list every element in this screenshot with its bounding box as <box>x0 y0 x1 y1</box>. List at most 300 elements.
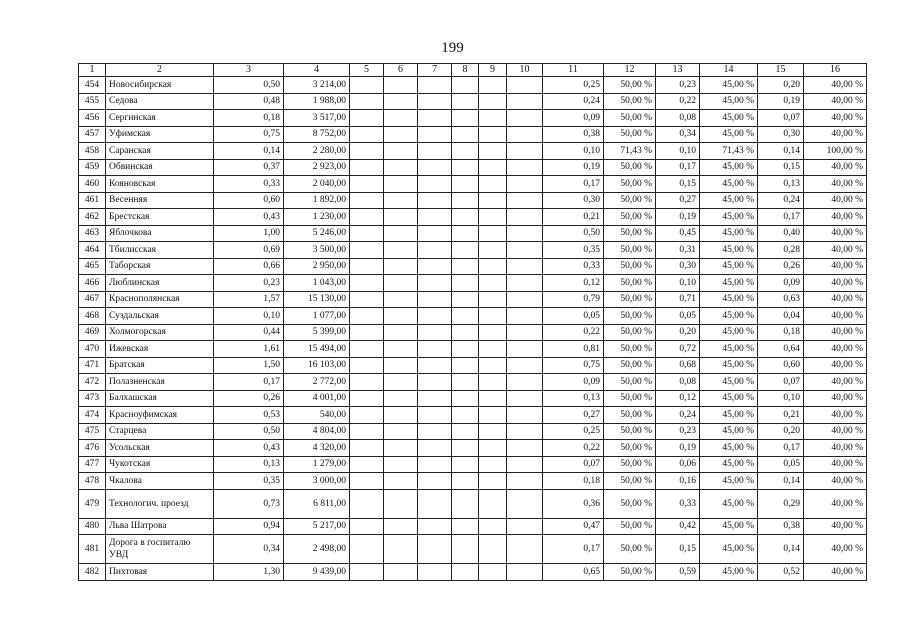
cell-c3: 0,13 <box>214 456 284 473</box>
table-row <box>79 341 867 358</box>
cell-n: 482 <box>79 564 106 581</box>
cell-c16: 40,00 % <box>804 473 867 490</box>
cell-name: Ижевская <box>106 341 214 358</box>
cell-c14: 45,00 % <box>700 159 758 176</box>
empty-cell <box>418 110 452 127</box>
cell-c4: 2 040,00 <box>284 176 350 193</box>
cell-n: 462 <box>79 209 106 226</box>
cell-c12: 50,00 % <box>604 341 656 358</box>
empty-cell <box>452 242 479 259</box>
cell-c14: 45,00 % <box>700 324 758 341</box>
empty-cell <box>507 209 543 226</box>
cell-n: 474 <box>79 407 106 424</box>
cell-n: 468 <box>79 308 106 325</box>
cell-n: 454 <box>79 77 106 94</box>
empty-cell <box>384 456 418 473</box>
cell-c4: 6 811,00 <box>284 489 350 518</box>
cell-name: Льва Шатрова <box>106 518 214 535</box>
empty-cell <box>418 275 452 292</box>
empty-cell <box>418 308 452 325</box>
header-cell: 1 <box>79 64 106 77</box>
table-row <box>79 357 867 374</box>
cell-n: 471 <box>79 357 106 374</box>
cell-c3: 1,61 <box>214 341 284 358</box>
empty-cell <box>452 357 479 374</box>
cell-c12: 50,00 % <box>604 77 656 94</box>
cell-c3: 1,30 <box>214 564 284 581</box>
cell-c4: 2 280,00 <box>284 143 350 160</box>
cell-c11: 0,36 <box>543 489 604 518</box>
empty-cell <box>418 456 452 473</box>
cell-c12: 50,00 % <box>604 374 656 391</box>
header-cell: 3 <box>214 64 284 77</box>
cell-c16: 40,00 % <box>804 176 867 193</box>
cell-c4: 5 217,00 <box>284 518 350 535</box>
cell-n: 461 <box>79 192 106 209</box>
cell-c12: 50,00 % <box>604 242 656 259</box>
cell-c12: 50,00 % <box>604 291 656 308</box>
empty-cell <box>507 159 543 176</box>
cell-c11: 0,75 <box>543 357 604 374</box>
empty-cell <box>452 159 479 176</box>
empty-cell <box>479 535 507 564</box>
cell-c13: 0,16 <box>656 473 700 490</box>
cell-c11: 0,47 <box>543 518 604 535</box>
empty-cell <box>384 407 418 424</box>
cell-c15: 0,30 <box>758 126 804 143</box>
cell-c3: 0,94 <box>214 518 284 535</box>
cell-c12: 50,00 % <box>604 159 656 176</box>
cell-c4: 15 494,00 <box>284 341 350 358</box>
empty-cell <box>507 535 543 564</box>
empty-cell <box>418 143 452 160</box>
empty-cell <box>350 308 384 325</box>
empty-cell <box>507 390 543 407</box>
cell-c11: 0,05 <box>543 308 604 325</box>
empty-cell <box>479 209 507 226</box>
empty-cell <box>507 308 543 325</box>
cell-n: 459 <box>79 159 106 176</box>
table-row <box>79 225 867 242</box>
cell-c13: 0,31 <box>656 242 700 259</box>
empty-cell <box>384 225 418 242</box>
empty-cell <box>507 518 543 535</box>
cell-c12: 50,00 % <box>604 225 656 242</box>
cell-c15: 0,28 <box>758 242 804 259</box>
cell-c12: 50,00 % <box>604 126 656 143</box>
empty-cell <box>418 291 452 308</box>
cell-c11: 0,65 <box>543 564 604 581</box>
cell-c12: 50,00 % <box>604 535 656 564</box>
empty-cell <box>418 564 452 581</box>
cell-n: 470 <box>79 341 106 358</box>
cell-c15: 0,17 <box>758 209 804 226</box>
empty-cell <box>479 77 507 94</box>
empty-cell <box>384 341 418 358</box>
cell-name: Усольская <box>106 440 214 457</box>
empty-cell <box>350 407 384 424</box>
cell-name: Саранская <box>106 143 214 160</box>
table-row <box>79 291 867 308</box>
cell-c3: 1,00 <box>214 225 284 242</box>
cell-n: 463 <box>79 225 106 242</box>
cell-c14: 45,00 % <box>700 473 758 490</box>
cell-name: Чкалова <box>106 473 214 490</box>
cell-c4: 2 498,00 <box>284 535 350 564</box>
empty-cell <box>384 126 418 143</box>
empty-cell <box>507 110 543 127</box>
cell-name: Краснополянская <box>106 291 214 308</box>
cell-c15: 0,24 <box>758 192 804 209</box>
empty-cell <box>479 440 507 457</box>
table-row <box>79 308 867 325</box>
empty-cell <box>452 143 479 160</box>
table-row <box>79 93 867 110</box>
empty-cell <box>479 564 507 581</box>
empty-cell <box>479 225 507 242</box>
cell-c14: 45,00 % <box>700 535 758 564</box>
empty-cell <box>350 225 384 242</box>
cell-c14: 45,00 % <box>700 110 758 127</box>
cell-c3: 0,50 <box>214 77 284 94</box>
cell-c11: 0,35 <box>543 242 604 259</box>
cell-c16: 40,00 % <box>804 308 867 325</box>
empty-cell <box>350 143 384 160</box>
cell-c12: 50,00 % <box>604 308 656 325</box>
empty-cell <box>350 159 384 176</box>
cell-c16: 40,00 % <box>804 357 867 374</box>
cell-c13: 0,59 <box>656 564 700 581</box>
empty-cell <box>507 126 543 143</box>
cell-c14: 45,00 % <box>700 341 758 358</box>
cell-name: Красноуфимская <box>106 407 214 424</box>
cell-c12: 50,00 % <box>604 110 656 127</box>
cell-n: 481 <box>79 535 106 564</box>
cell-name: Таборская <box>106 258 214 275</box>
empty-cell <box>479 423 507 440</box>
page-number: 199 <box>441 40 464 56</box>
empty-cell <box>452 324 479 341</box>
empty-cell <box>452 473 479 490</box>
cell-c3: 0,69 <box>214 242 284 259</box>
cell-c14: 45,00 % <box>700 308 758 325</box>
cell-name: Братская <box>106 357 214 374</box>
empty-cell <box>507 143 543 160</box>
empty-cell <box>507 423 543 440</box>
cell-c14: 45,00 % <box>700 518 758 535</box>
cell-name: Уфимская <box>106 126 214 143</box>
cell-c4: 16 103,00 <box>284 357 350 374</box>
cell-c4: 3 517,00 <box>284 110 350 127</box>
cell-c16: 40,00 % <box>804 456 867 473</box>
table-row <box>79 275 867 292</box>
table-row <box>79 77 867 94</box>
cell-c13: 0,20 <box>656 324 700 341</box>
cell-c4: 1 230,00 <box>284 209 350 226</box>
empty-cell <box>452 225 479 242</box>
cell-n: 480 <box>79 518 106 535</box>
empty-cell <box>452 291 479 308</box>
cell-n: 456 <box>79 110 106 127</box>
cell-c11: 0,09 <box>543 110 604 127</box>
cell-c11: 0,79 <box>543 291 604 308</box>
cell-c11: 0,07 <box>543 456 604 473</box>
cell-c12: 50,00 % <box>604 258 656 275</box>
empty-cell <box>452 176 479 193</box>
empty-cell <box>452 258 479 275</box>
empty-cell <box>384 209 418 226</box>
cell-c16: 40,00 % <box>804 93 867 110</box>
empty-cell <box>507 456 543 473</box>
empty-cell <box>384 308 418 325</box>
empty-cell <box>507 275 543 292</box>
cell-c16: 40,00 % <box>804 440 867 457</box>
cell-n: 464 <box>79 242 106 259</box>
cell-c11: 0,21 <box>543 209 604 226</box>
empty-cell <box>384 374 418 391</box>
cell-c15: 0,10 <box>758 390 804 407</box>
cell-c15: 0,38 <box>758 518 804 535</box>
cell-c4: 3 500,00 <box>284 242 350 259</box>
header-cell: 6 <box>384 64 418 77</box>
empty-cell <box>384 440 418 457</box>
cell-name: Люблинская <box>106 275 214 292</box>
empty-cell <box>507 291 543 308</box>
cell-c13: 0,08 <box>656 374 700 391</box>
cell-name: Балхашская <box>106 390 214 407</box>
empty-cell <box>350 518 384 535</box>
cell-n: 475 <box>79 423 106 440</box>
table-row <box>79 176 867 193</box>
empty-cell <box>384 291 418 308</box>
cell-c11: 0,38 <box>543 126 604 143</box>
empty-cell <box>479 242 507 259</box>
cell-c12: 50,00 % <box>604 440 656 457</box>
empty-cell <box>350 209 384 226</box>
empty-cell <box>418 209 452 226</box>
empty-cell <box>418 192 452 209</box>
cell-c15: 0,21 <box>758 407 804 424</box>
empty-cell <box>479 291 507 308</box>
cell-c4: 2 950,00 <box>284 258 350 275</box>
cell-c14: 45,00 % <box>700 258 758 275</box>
cell-c4: 8 752,00 <box>284 126 350 143</box>
cell-c3: 0,14 <box>214 143 284 160</box>
cell-c15: 0,07 <box>758 374 804 391</box>
empty-cell <box>418 518 452 535</box>
cell-c12: 50,00 % <box>604 357 656 374</box>
empty-cell <box>479 308 507 325</box>
cell-c15: 0,19 <box>758 93 804 110</box>
cell-c4: 5 246,00 <box>284 225 350 242</box>
cell-c16: 40,00 % <box>804 159 867 176</box>
cell-name: Кояновская <box>106 176 214 193</box>
cell-c13: 0,08 <box>656 110 700 127</box>
cell-c14: 45,00 % <box>700 456 758 473</box>
cell-n: 469 <box>79 324 106 341</box>
empty-cell <box>452 275 479 292</box>
table-row <box>79 258 867 275</box>
header-cell: 16 <box>804 64 867 77</box>
empty-cell <box>507 225 543 242</box>
cell-c3: 0,10 <box>214 308 284 325</box>
empty-cell <box>452 535 479 564</box>
cell-c13: 0,68 <box>656 357 700 374</box>
cell-c4: 1 043,00 <box>284 275 350 292</box>
cell-c3: 0,73 <box>214 489 284 518</box>
cell-c11: 0,17 <box>543 176 604 193</box>
cell-c4: 1 279,00 <box>284 456 350 473</box>
cell-c3: 0,26 <box>214 390 284 407</box>
cell-c4: 1 077,00 <box>284 308 350 325</box>
cell-c16: 40,00 % <box>804 258 867 275</box>
cell-c14: 45,00 % <box>700 374 758 391</box>
table-row <box>79 209 867 226</box>
cell-name: Обвинская <box>106 159 214 176</box>
empty-cell <box>479 456 507 473</box>
cell-c16: 40,00 % <box>804 242 867 259</box>
cell-c15: 0,60 <box>758 357 804 374</box>
empty-cell <box>350 258 384 275</box>
empty-cell <box>479 93 507 110</box>
cell-c12: 50,00 % <box>604 324 656 341</box>
empty-cell <box>350 456 384 473</box>
cell-c3: 0,23 <box>214 275 284 292</box>
header-cell: 12 <box>604 64 656 77</box>
empty-cell <box>350 440 384 457</box>
cell-c13: 0,06 <box>656 456 700 473</box>
cell-c3: 0,44 <box>214 324 284 341</box>
cell-c16: 40,00 % <box>804 341 867 358</box>
table-row <box>79 192 867 209</box>
empty-cell <box>350 176 384 193</box>
header-cell: 2 <box>106 64 214 77</box>
cell-c15: 0,64 <box>758 341 804 358</box>
cell-c15: 0,13 <box>758 176 804 193</box>
empty-cell <box>507 324 543 341</box>
cell-c3: 0,37 <box>214 159 284 176</box>
empty-cell <box>384 275 418 292</box>
cell-c16: 40,00 % <box>804 77 867 94</box>
empty-cell <box>507 473 543 490</box>
empty-cell <box>452 390 479 407</box>
table-row <box>79 110 867 127</box>
empty-cell <box>507 258 543 275</box>
cell-c11: 0,25 <box>543 77 604 94</box>
empty-cell <box>452 93 479 110</box>
empty-cell <box>384 143 418 160</box>
cell-c12: 50,00 % <box>604 209 656 226</box>
cell-name: Старцева <box>106 423 214 440</box>
cell-c13: 0,15 <box>656 176 700 193</box>
cell-c15: 0,17 <box>758 440 804 457</box>
empty-cell <box>384 159 418 176</box>
cell-n: 460 <box>79 176 106 193</box>
empty-cell <box>384 192 418 209</box>
cell-c12: 50,00 % <box>604 423 656 440</box>
empty-cell <box>384 473 418 490</box>
cell-c15: 0,05 <box>758 456 804 473</box>
header-cell: 8 <box>452 64 479 77</box>
empty-cell <box>479 159 507 176</box>
cell-c4: 1 892,00 <box>284 192 350 209</box>
cell-name: Холмогорская <box>106 324 214 341</box>
empty-cell <box>452 77 479 94</box>
cell-name: Новосибирская <box>106 77 214 94</box>
table-row <box>79 242 867 259</box>
cell-c15: 0,14 <box>758 473 804 490</box>
empty-cell <box>418 126 452 143</box>
cell-c13: 0,45 <box>656 225 700 242</box>
cell-c11: 0,81 <box>543 341 604 358</box>
cell-c15: 0,09 <box>758 275 804 292</box>
cell-c12: 50,00 % <box>604 390 656 407</box>
cell-c3: 0,35 <box>214 473 284 490</box>
empty-cell <box>418 440 452 457</box>
cell-c11: 0,30 <box>543 192 604 209</box>
cell-c11: 0,18 <box>543 473 604 490</box>
empty-cell <box>350 564 384 581</box>
cell-n: 457 <box>79 126 106 143</box>
cell-c13: 0,42 <box>656 518 700 535</box>
cell-c16: 100,00 % <box>804 143 867 160</box>
cell-c12: 50,00 % <box>604 489 656 518</box>
cell-c3: 0,43 <box>214 209 284 226</box>
empty-cell <box>418 242 452 259</box>
empty-cell <box>479 518 507 535</box>
cell-c13: 0,33 <box>656 489 700 518</box>
cell-c4: 2 923,00 <box>284 159 350 176</box>
cell-c11: 0,22 <box>543 324 604 341</box>
empty-cell <box>418 324 452 341</box>
cell-c4: 540,00 <box>284 407 350 424</box>
cell-c13: 0,22 <box>656 93 700 110</box>
cell-c14: 45,00 % <box>700 489 758 518</box>
empty-cell <box>452 374 479 391</box>
cell-c12: 50,00 % <box>604 518 656 535</box>
empty-cell <box>384 535 418 564</box>
cell-c15: 0,04 <box>758 308 804 325</box>
cell-c13: 0,23 <box>656 423 700 440</box>
cell-c3: 0,66 <box>214 258 284 275</box>
cell-c15: 0,40 <box>758 225 804 242</box>
empty-cell <box>418 77 452 94</box>
empty-cell <box>418 535 452 564</box>
cell-c13: 0,72 <box>656 341 700 358</box>
cell-c12: 50,00 % <box>604 473 656 490</box>
cell-c15: 0,29 <box>758 489 804 518</box>
empty-cell <box>507 440 543 457</box>
empty-cell <box>418 357 452 374</box>
empty-cell <box>384 357 418 374</box>
empty-cell <box>507 77 543 94</box>
cell-c14: 45,00 % <box>700 564 758 581</box>
cell-c14: 45,00 % <box>700 77 758 94</box>
cell-c14: 45,00 % <box>700 192 758 209</box>
cell-name: Тбилисская <box>106 242 214 259</box>
cell-c3: 0,34 <box>214 535 284 564</box>
empty-cell <box>479 258 507 275</box>
cell-name: Пихтовая <box>106 564 214 581</box>
cell-c12: 50,00 % <box>604 176 656 193</box>
cell-c15: 0,15 <box>758 159 804 176</box>
cell-c4: 15 130,00 <box>284 291 350 308</box>
table-row <box>79 143 867 160</box>
cell-c13: 0,71 <box>656 291 700 308</box>
cell-c15: 0,18 <box>758 324 804 341</box>
cell-name: Полазненская <box>106 374 214 391</box>
empty-cell <box>350 423 384 440</box>
